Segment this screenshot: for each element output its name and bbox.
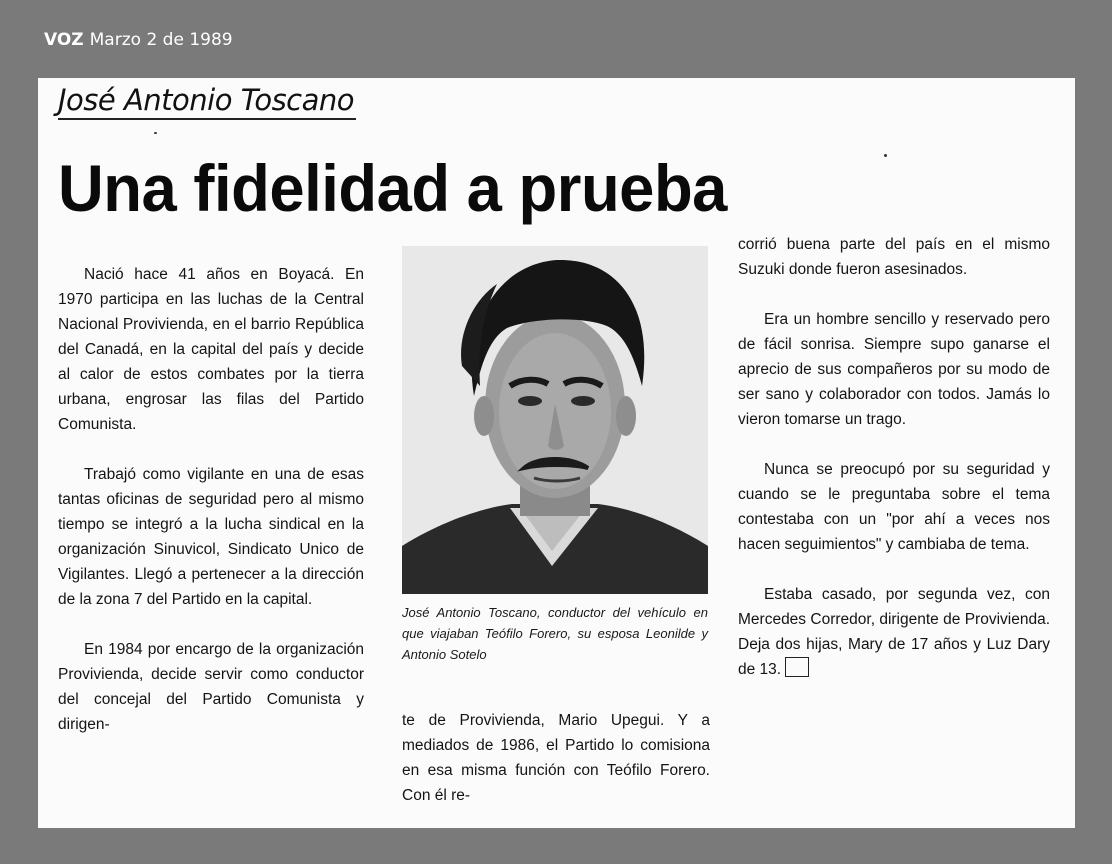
paragraph: corrió buena parte del país en el mismo Suzuki donde fueron asesinados. [738, 236, 1050, 278]
article-headline: Una fidelidad a prueba [58, 151, 727, 225]
paragraph: Trabajó como vigilante en una de esas tantas oficinas de seguridad pero al mismo tiempo se integró a la lucha sindical en la organización Sinuvicol, Sindicato Unico de Vigilantes. Llegó a pertenecer a la dirección de la zona 7 del Partido en la capital. [58, 466, 364, 608]
paragraph: te de Provivienda, Mario Upegui. Y a mediados de 1986, el Partido lo comisiona en esa misma función con Teófilo Forero. Con él re- [402, 712, 710, 804]
final-paragraph [738, 582, 1050, 682]
photo-caption: José Antonio Toscano, conductor del vehículo en que viajaban Teófilo Forero, su esposa Leonilde y Antonio Sotelo [402, 605, 708, 662]
newspaper-clipping [38, 78, 1075, 828]
print-speck [884, 154, 887, 157]
publication-date: Marzo 2 de 1989 [89, 30, 233, 50]
article-column-3 [738, 232, 1050, 707]
masthead [44, 30, 233, 50]
paragraph-text: Estaba casado, por segunda vez, con Mercedes Corredor, dirigente de Provivienda. Deja dos hijas, Mary de 17 años y Luz Dary de 13. [738, 586, 1050, 678]
article-author: José Antonio Toscano [58, 82, 356, 120]
paragraph: Era un hombre sencillo y reservado pero de fácil sonrisa. Siempre supo ganarse el aprecio de sus compañeros por su modo de ser sano y colaborador con todos. Jamás lo vieron tomarse un trago. [738, 311, 1050, 428]
article-column-2 [402, 708, 710, 828]
publication-name: VOZ [44, 30, 84, 50]
paragraph: Nació hace 41 años en Boyacá. En 1970 participa en las luchas de la Central Nacional Provivienda, en el barrio República del Canadá, en la capital del país y decide al calor de estos combates por la tierra urbana, engrosar las filas del Partido Comunista. [58, 266, 364, 433]
end-of-article-mark [785, 657, 809, 677]
portrait-photo [402, 246, 708, 594]
print-speck [154, 132, 157, 134]
paragraph: En 1984 por encargo de la organización Provivienda, decide servir como conductor del concejal del Partido Comunista y dirigen- [58, 641, 364, 733]
paragraph: Nunca se preocupó por su seguridad y cuando se le preguntaba sobre el tema contestaba con un "por ahí a veces nos hacen seguimientos" y cambiaba de tema. [738, 461, 1050, 553]
article-column-1 [58, 262, 364, 762]
